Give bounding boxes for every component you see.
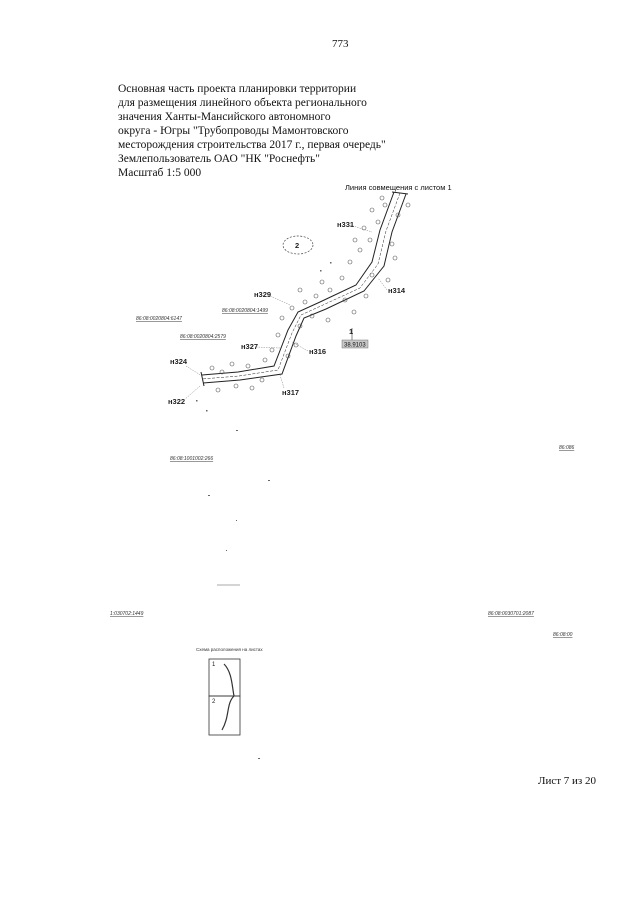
inset-sheet-scheme [209, 659, 240, 735]
cadastral-label-6: 1:030702:1449 [110, 611, 144, 617]
sheet-number: Лист 7 из 20 [538, 775, 597, 787]
title-line-5: месторождения строительства 2017 г., первая очередь" [118, 139, 386, 151]
marker-value: 38.9103 [344, 342, 366, 349]
page-number: 773 [332, 38, 349, 50]
point-label-n329: н329 [254, 290, 272, 299]
point-label-n317: н317 [282, 388, 300, 397]
point-label-n331: н331 [337, 220, 355, 229]
cadastral-label-3: 86:08:0020804:2579 [180, 334, 226, 340]
point-label-n316: н316 [309, 347, 327, 356]
title-line-4: округа - Югры "Трубопроводы Мамонтовского [118, 125, 349, 137]
cadastral-label-1: 86:08:0020804:6147 [136, 316, 182, 322]
title-line-3: значения Ханты-Мансийского автономного [118, 111, 331, 123]
cadastral-label-7: 86:08:0030701:2087 [488, 611, 534, 617]
cadastral-label-4: 86:08:1001002:266 [170, 456, 214, 462]
match-line-label: Линия совмещения с листом 1 [345, 183, 452, 192]
scale-line: Масштаб 1:5 000 [118, 167, 202, 179]
cadastral-label-5: 86:086 [559, 445, 575, 451]
corridor-edge-inner [203, 194, 406, 383]
title-line-1: Основная часть проекта планировки территории [118, 83, 357, 95]
point-label-n324: н324 [170, 357, 188, 366]
point-label-n314: н314 [388, 286, 406, 295]
corridor-centerline [202, 193, 400, 379]
title-line-2: для размещения линейного объекта регионального [118, 97, 367, 109]
point-label-n327: н327 [241, 342, 259, 351]
inset-title: Схема расположения на листах [196, 647, 263, 652]
cadastral-label-8: 86:08:00 [553, 632, 573, 638]
inset-sheet-2-label: 2 [212, 699, 216, 705]
vegetation-markers [210, 196, 410, 392]
zone-2-label: 2 [295, 241, 300, 250]
inset-sheet-1-label: 1 [212, 662, 216, 668]
land-user-line: Землепользователь ОАО "НК "Роснефть" [118, 153, 320, 165]
cadastral-label-2: 86:08:0020804:1499 [222, 308, 268, 314]
marker-1-label: 1 [349, 327, 354, 336]
point-label-n322: н322 [168, 397, 186, 406]
pipeline-corridor [201, 192, 408, 386]
